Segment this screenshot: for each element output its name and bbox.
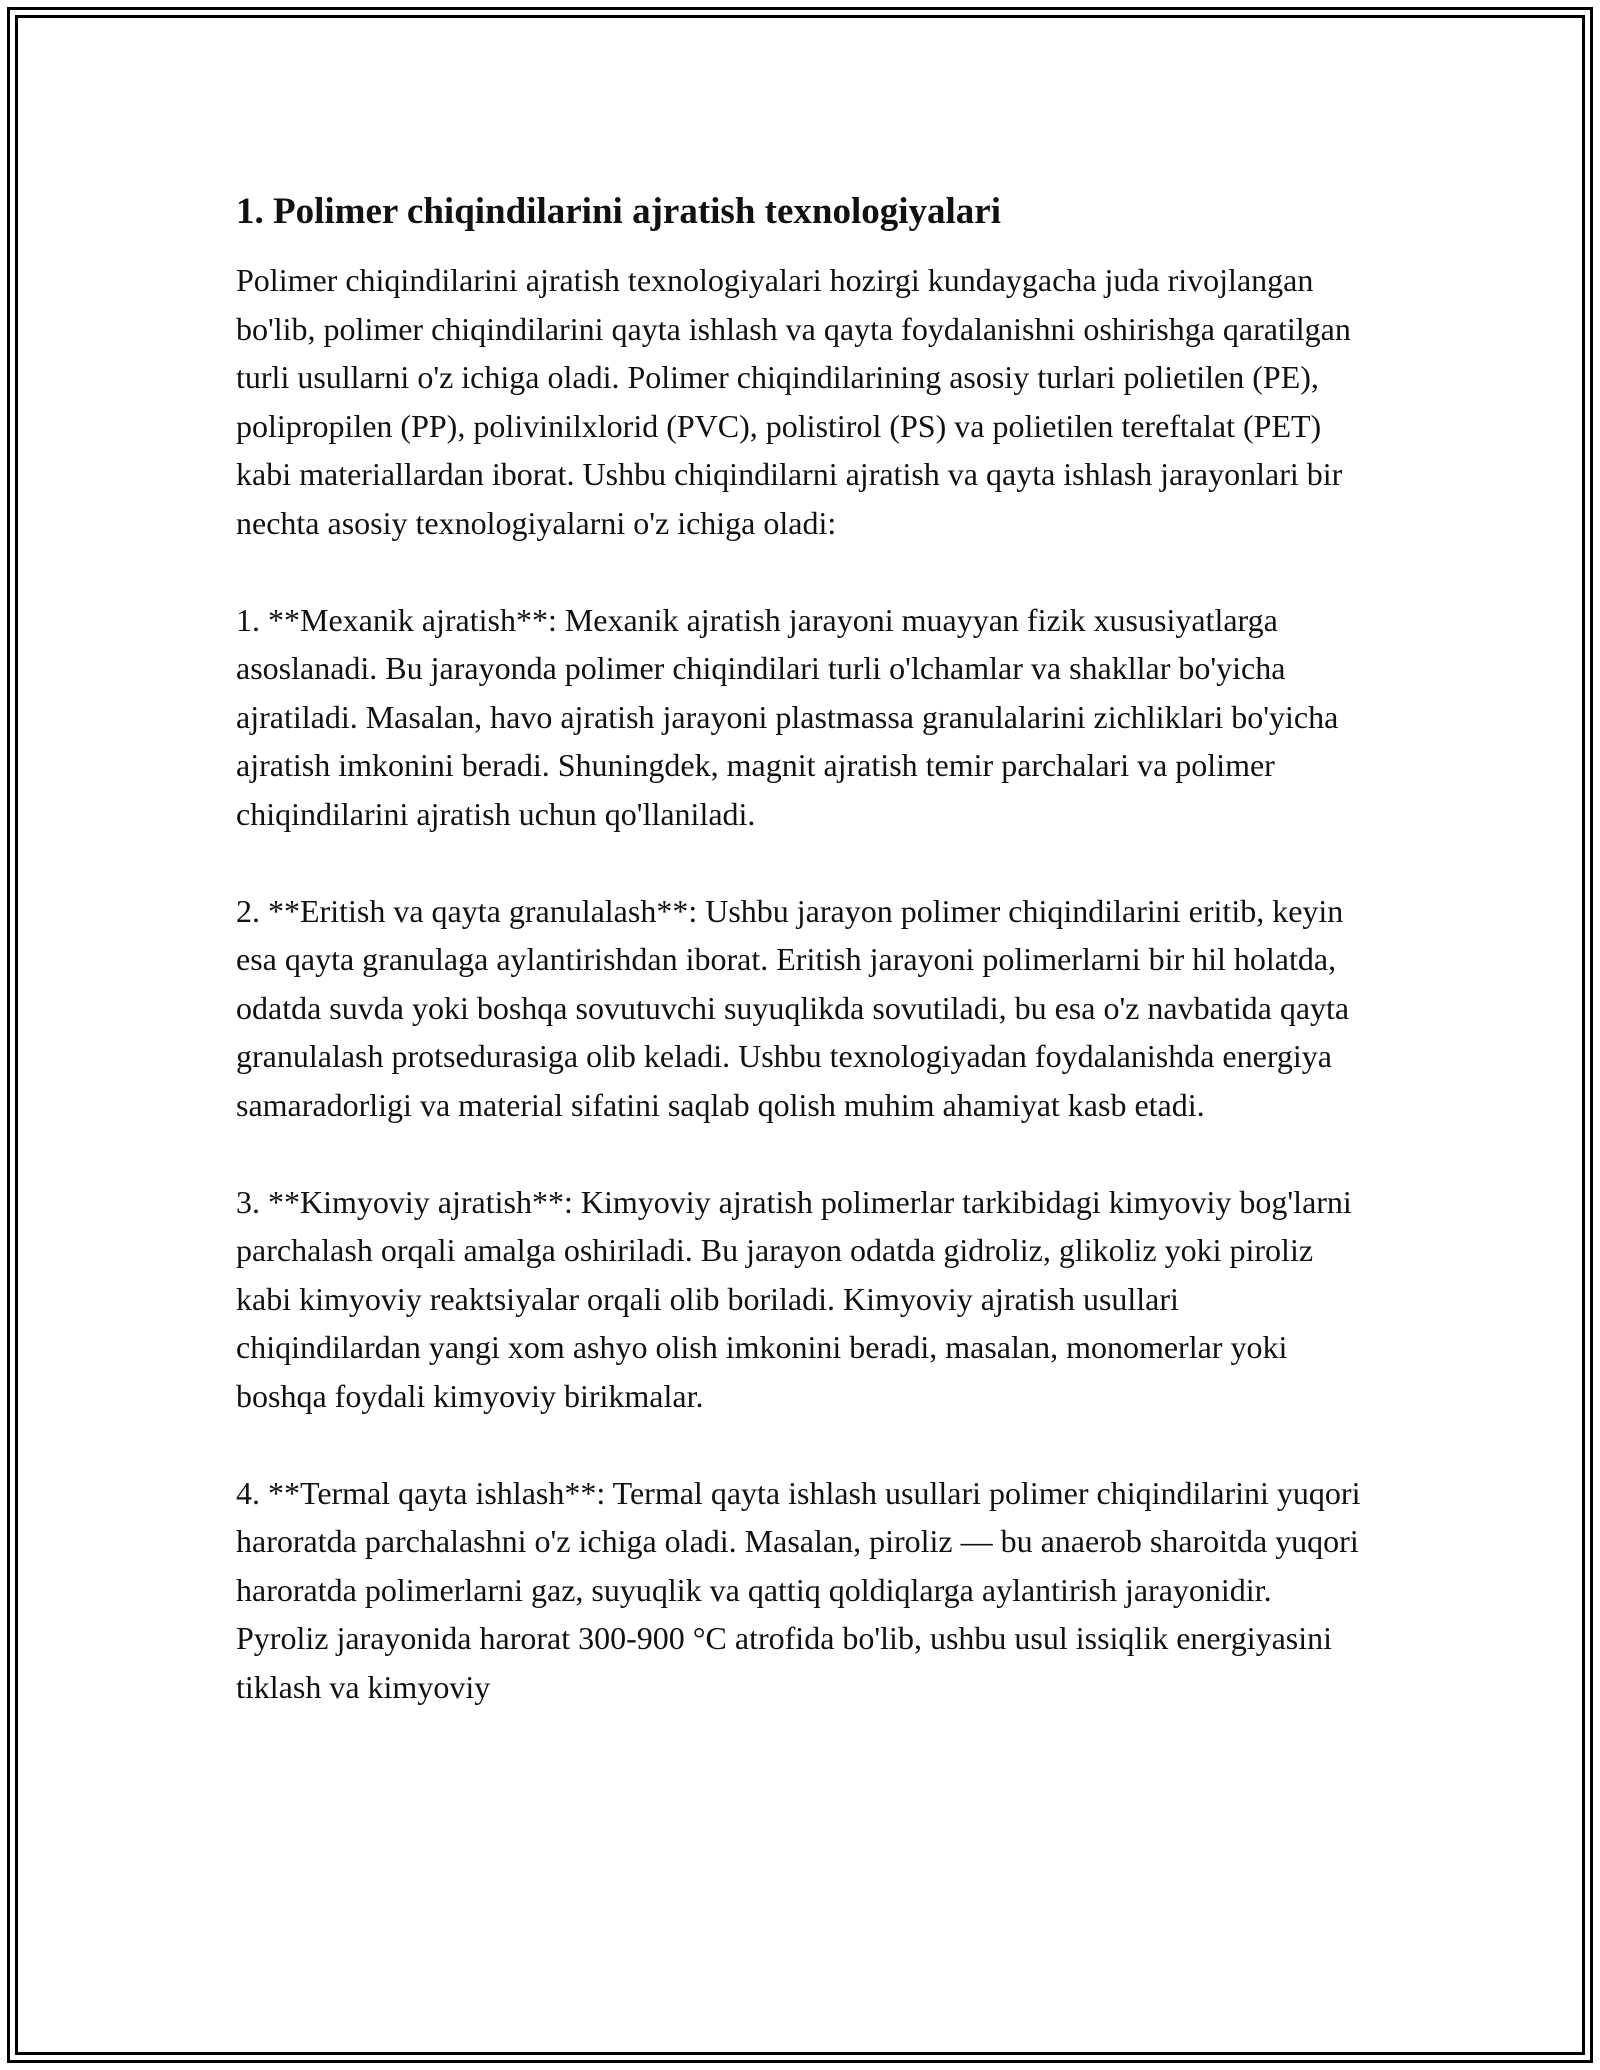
document-body: [236, 188, 1366, 1760]
intro-paragraph: Polimer chiqindilarini ajratish texnologiyalari hozirgi kundaygacha juda rivojlangan bo'lib, polimer chiqindilarini qayta ishlash va qayta foydalanishni oshirishga qaratilgan turli usullarni o'z ichiga oladi. Polimer chiqindilarining asosiy turlari polietilen (PE), polipropilen (PP), polivinilxlorid (PVC), polistirol (PS) va polietilen tereftalat (PET) kabi materiallardan iborat. Ushbu chiqindilarni ajratish va qayta ishlash jarayonlari bir nechta asosiy texnologiyalarni o'z ichiga oladi:: [236, 262, 1351, 541]
paragraph-chemical-separation: 3. **Kimyoviy ajratish**: Kimyoviy ajratish polimerlar tarkibidagi kimyoviy bog'larni parchalash orqali amalga oshiriladi. Bu jarayon odatda gidroliz, glikoliz yoki piroliz kabi kimyoviy reaktsiyalar orqali olib boriladi. Kimyoviy ajratish usullari chiqindilardan yangi xom ashyo olish imkonini beradi, masalan, monomerlar yoki boshqa foydali kimyoviy birikmalar.: [236, 1183, 1352, 1414]
paragraph-thermal-processing: 4. **Termal qayta ishlash**: Termal qayta ishlash usullari polimer chiqindilarini yuqori haroratda parchalashni o'z ichiga oladi. Masalan, piroliz — bu anaerob sharoitda yuqori haroratda polimerlarni gaz, suyuqlik va qattiq qoldiqlarga aylantirish jarayonidir. Pyroliz jarayonida harorat 300-900 °C atrofida bo'lib, ushbu usul issiqlik energiyasini tiklash va kimyoviy: [236, 1474, 1361, 1705]
paragraph-mechanical-separation: 1. **Mexanik ajratish**: Mexanik ajratish jarayoni muayyan fizik xususiyatlarga asoslanadi. Bu jarayonda polimer chiqindilari turli o'lchamlar va shakllar bo'yicha ajratiladi. Masalan, havo ajratish jarayoni plastmassa granulalarini zichliklari bo'yicha ajratish imkonini beradi. Shuningdek, magnit ajratish temir parchalari va polimer chiqindilarini ajratish uchun qo'llaniladi.: [236, 601, 1339, 832]
document-title: 1. Polimer chiqindilarini ajratish texnologiyalari: [236, 191, 1002, 232]
paragraph-melting-regranulation: 2. **Eritish va qayta granulalash**: Ushbu jarayon polimer chiqindilarini eritib, keyin esa qayta granulaga aylantirishdan iborat. Eritish jarayoni polimerlarni bir hil holatda, odatda suvda yoki boshqa sovutuvchi suyuqlikda sovutiladi, bu esa o'z navbatida qayta granulalash protsedurasiga olib keladi. Ushbu texnologiyadan foydalanishda energiya samaradorligi va material sifatini saqlab qolish muhim ahamiyat kasb etadi.: [236, 892, 1350, 1123]
